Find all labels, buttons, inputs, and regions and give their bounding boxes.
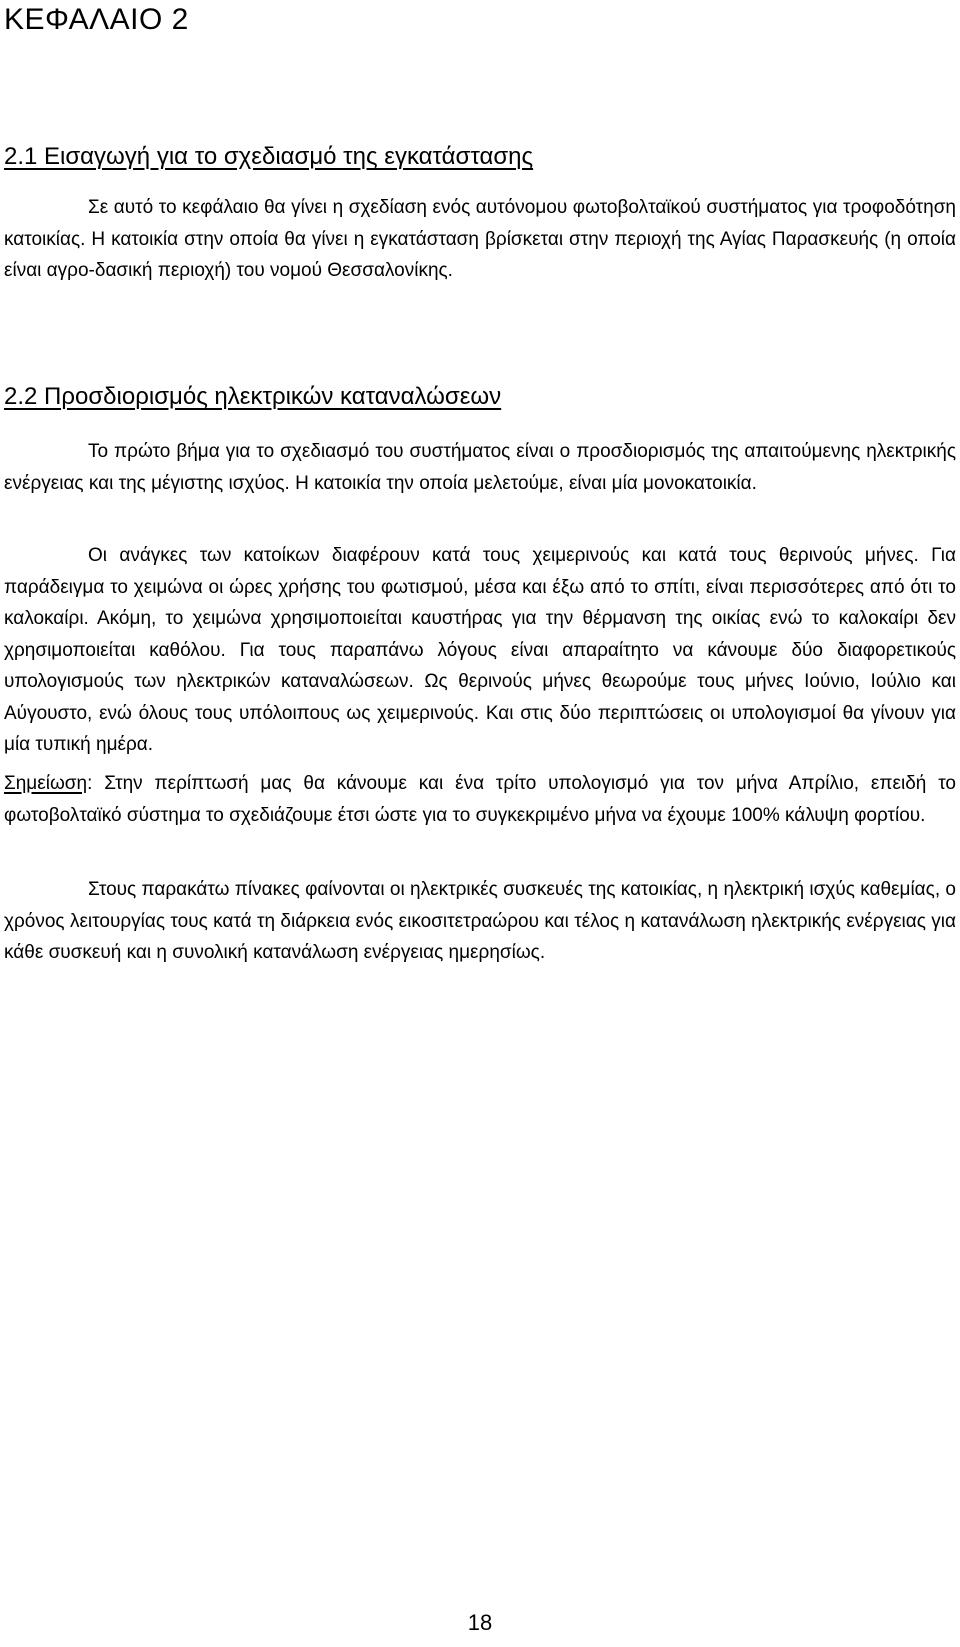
- note-paragraph: [4, 768, 956, 831]
- note-label: Σημείωση: [4, 773, 88, 794]
- section-2-2-paragraph-2: Οι ανάγκες των κατοίκων διαφέρουν κατά τους χειμερινούς και κατά τους θερινούς μήνες. Για παράδειγμα το χειμώνα οι ώρες χρήσης του φωτισμού, μέσα και έξω από το σπίτι, είναι περισσότερες από ότι το καλοκαίρι. Ακόμη, το χειμώνα χρησιμοποιείται καυστήρας για την θέρμανση της οικίας ενώ το καλοκαίρι δεν χρησιμοποιείται καθόλου. Για τους παραπάνω λόγους είναι απαραίτητο να κάνουμε δύο διαφορετικούς υπολογισμούς των ηλεκτρικών καταναλώσεων. Ως θερινούς μήνες θεωρούμε τους μήνες Ιούνιο, Ιούλιο και Αύγουστο, ενώ όλους τους υπόλοιπους ως χειμερινούς. Και στις δύο περιπτώσεις οι υπολογισμοί θα γίνουν για μία τυπική ημέρα.: [4, 545, 956, 755]
- note-text: : Στην περίπτωσή μας θα κάνουμε και ένα τρίτο υπολογισμό για τον μήνα Απρίλιο, επειδή το φωτοβολταϊκό σύστημα το σχεδιάζουμε έτσι ώστε για το συγκεκριμένο μήνα να έχουμε 100% κάλυψη φορτίου.: [4, 773, 956, 826]
- section-2-2-paragraph-3: Στους παρακάτω πίνακες φαίνονται οι ηλεκτρικές συσκευές της κατοικίας, η ηλεκτρική ισχύς καθεμίας, ο χρόνος λειτουργίας τους κατά τη διάρκεια ενός εικοσιτετραώρου και τέλος η κατανάλωση ηλεκτρικής ενέργειας για κάθε συσκευή και η συνολική κατανάλωση ενέργειας ημερησίως.: [4, 879, 956, 963]
- section-heading-2-1: 2.1 Εισαγωγή για το σχεδιασμό της εγκατάστασης: [4, 143, 534, 170]
- section-heading-2-2: 2.2 Προσδιορισμός ηλεκτρικών καταναλώσεων: [4, 383, 502, 410]
- page-number: 18: [467, 1610, 493, 1635]
- section-2-1-paragraph: Σε αυτό το κεφάλαιο θα γίνει η σχεδίαση ενός αυτόνομου φωτοβολταϊκού συστήματος για τροφοδότηση κατοικίας. Η κατοικία στην οποία θα γίνει η εγκατάσταση βρίσκεται στην περιοχή της Αγίας Παρασκευής (η οποία είναι αγρο-δασική περιοχή) του νομού Θεσσαλονίκης.: [4, 197, 956, 281]
- chapter-title: ΚΕΦΑΛΑΙΟ 2: [4, 3, 189, 36]
- section-2-2-paragraph-1: Το πρώτο βήμα για το σχεδιασμό του συστήματος είναι ο προσδιορισμός της απαιτούμενης ηλεκτρικής ενέργειας και της μέγιστης ισχύος. Η κατοικία την οποία μελετούμε, είναι μία μονοκατοικία.: [4, 441, 956, 494]
